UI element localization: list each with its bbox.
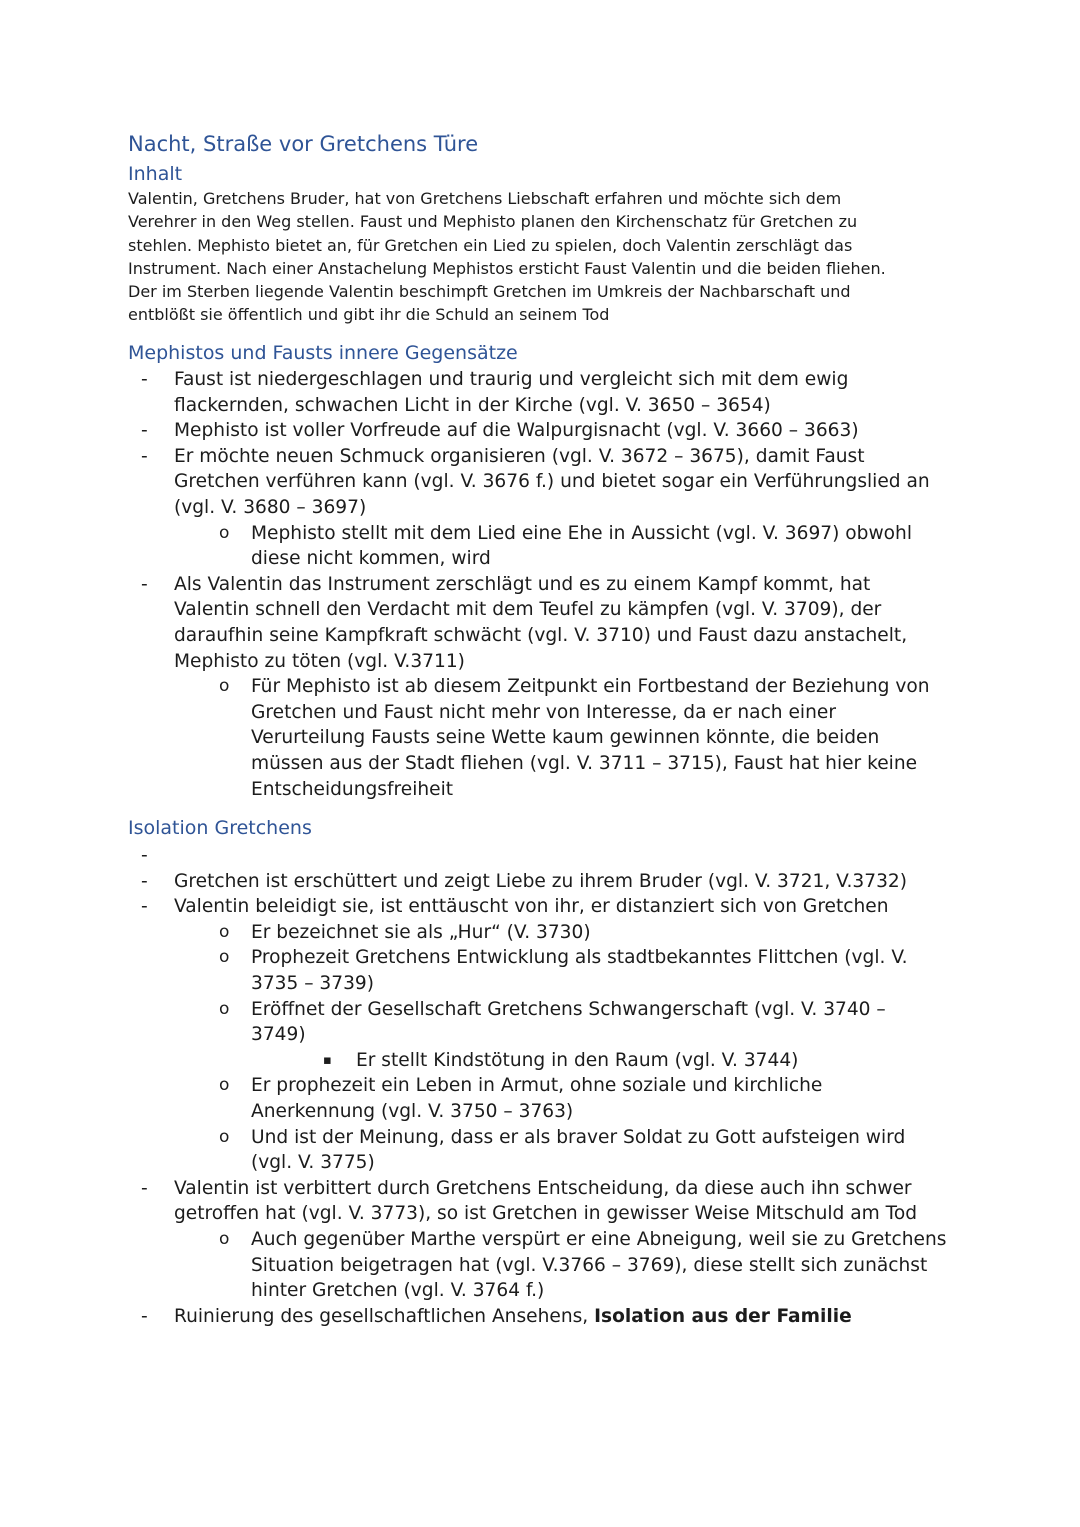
dash-bullet: - — [141, 1305, 148, 1327]
list-item: o Er prophezeit ein Leben in Armut, ohne soziale und kirchliche Anerkennung (vgl. V. 3750 – 3763) — [219, 1075, 823, 1122]
page-title: Nacht, Straße vor Gretchens Türe — [128, 132, 479, 156]
circle-bullet: o — [219, 921, 230, 942]
intro-line: stehlen. Mephisto bietet an, für Gretchen ein Lied zu spielen, doch Valentin zerschlägt das — [128, 235, 853, 255]
dash-bullet: - — [141, 420, 148, 442]
heading-isolation: Isolation Gretchens — [128, 817, 312, 839]
list-item: o Eröffnet der Gesellschaft Gretchens Schwangerschaft (vgl. V. 3740 – 3749) — [219, 998, 886, 1046]
empty-list-item — [0, 843, 1080, 869]
list-item: - Valentin beleidigt sie, ist enttäuscht von ihr, er distanziert sich von Gretchen — [0, 894, 1080, 920]
circle-bullet: o — [219, 1228, 230, 1249]
dash-bullet: - — [141, 573, 148, 595]
list-item: o Und ist der Meinung, dass er als braver Soldat zu Gott aufsteigen wird (vgl. V. 3775) — [219, 1126, 906, 1174]
list-item: ▪ Er stellt Kindstötung in den Raum (vgl. V. 3744) — [0, 1048, 1080, 1074]
last-item-text: Ruinierung des gesellschaftlichen Ansehens, — [174, 1305, 595, 1327]
intro-line: Der im Sterben liegende Valentin beschimpft Gretchen im Umkreis der Nachbarschaft und — [128, 282, 851, 302]
isolation-list — [0, 843, 1080, 1329]
last-item-bold: Isolation aus der Familie — [594, 1305, 852, 1327]
list-item: - Mephisto ist voller Vorfreude auf die Walpurgisnacht (vgl. V. 3660 – 3663) — [0, 418, 1080, 444]
list-item: - Faust ist niedergeschlagen und traurig und vergleicht sich mit dem ewig flackernden, schwachen Licht in der Kirche (vgl. V. 3650 – 3654) — [141, 369, 849, 416]
intro-line: Instrument. Nach einer Anstachelung Mephistos ersticht Faust Valentin und die beiden fliehen. — [128, 258, 886, 278]
dash-bullet: - — [141, 1177, 148, 1199]
list-item: - Gretchen ist erschüttert und zeigt Liebe zu ihrem Bruder (vgl. V. 3721, V.3732) — [0, 869, 1080, 895]
circle-bullet: o — [219, 676, 230, 697]
intro-line: Valentin, Gretchens Bruder, hat von Gretchens Liebschaft erfahren und möchte sich dem — [128, 189, 842, 208]
list-item: - Als Valentin das Instrument zerschlägt und es zu einem Kampf kommt, hat Valentin schnell den Verdacht mit dem Teufel zu kämpfen (vgl. V. 3709), der daraufhin seine Kampfkraft schwächt (vgl. V. 3710) und Faust dazu anstachelt, Mephisto zu töten (vgl. V.3711) — [141, 573, 908, 672]
list-item: o Mephisto stellt mit dem Lied eine Ehe in Aussicht (vgl. V. 3697) obwohl diese nicht kommen, wird — [219, 522, 912, 570]
circle-bullet: o — [219, 522, 230, 543]
gegensaetze-list — [0, 367, 1080, 802]
heading-inhalt: Inhalt — [128, 163, 183, 185]
circle-bullet: o — [219, 947, 230, 968]
intro-paragraph — [128, 187, 958, 327]
intro-line: Verehrer in den Weg stellen. Faust und Mephisto planen den Kirchenschatz für Gretchen zu — [128, 212, 858, 232]
dash-bullet: - — [141, 845, 148, 866]
dash-bullet: - — [141, 896, 148, 918]
dash-bullet: - — [141, 445, 148, 467]
circle-bullet: o — [219, 1075, 230, 1096]
dash-bullet: - — [141, 369, 148, 390]
square-bullet: ▪ — [323, 1052, 332, 1068]
dash-bullet: - — [141, 870, 148, 892]
list-item: o Prophezeit Gretchens Entwicklung als stadtbekanntes Flittchen (vgl. V. 3735 – 3739) — [219, 947, 908, 994]
list-item: o Er bezeichnet sie als „Hur“ (V. 3730) — [0, 920, 1080, 946]
heading-gegensaetze: Mephistos und Fausts innere Gegensätze — [128, 342, 518, 364]
circle-bullet: o — [219, 998, 230, 1019]
intro-line: entblößt sie öffentlich und gibt ihr die Schuld an seinem Tod — [128, 305, 610, 325]
list-item: o Für Mephisto ist ab diesem Zeitpunkt ein Fortbestand der Beziehung von Gretchen und Faust nicht mehr von Interesse, da er nach einer Verurteilung Fausts seine Wette kaum gewinnen könnte, die beiden müssen aus der Stadt fliehen (vgl. V. 3711 – 3715), Faust hat hier keine Entscheidungsfreiheit — [219, 676, 930, 800]
list-item: - Valentin ist verbittert durch Gretchens Entscheidung, da diese auch ihn schwer getroffen hat (vgl. V. 3773), so ist Gretchen in gewisser Weise Mitschuld am Tod — [141, 1177, 918, 1225]
circle-bullet: o — [219, 1126, 230, 1147]
list-item: - Er möchte neuen Schmuck organisieren (vgl. V. 3672 – 3675), damit Faust Gretchen verführen kann (vgl. V. 3676 f.) und bietet sogar ein Verführungslied an (vgl. V. 3680 – 3697) — [141, 445, 930, 518]
list-item — [0, 1304, 1080, 1330]
list-item: o Auch gegenüber Marthe verspürt er eine Abneigung, weil sie zu Gretchens Situation beigetragen hat (vgl. V.3766 – 3769), diese stellt sich zunächst hinter Gretchen (vgl. V. 3764 f.) — [219, 1228, 947, 1302]
